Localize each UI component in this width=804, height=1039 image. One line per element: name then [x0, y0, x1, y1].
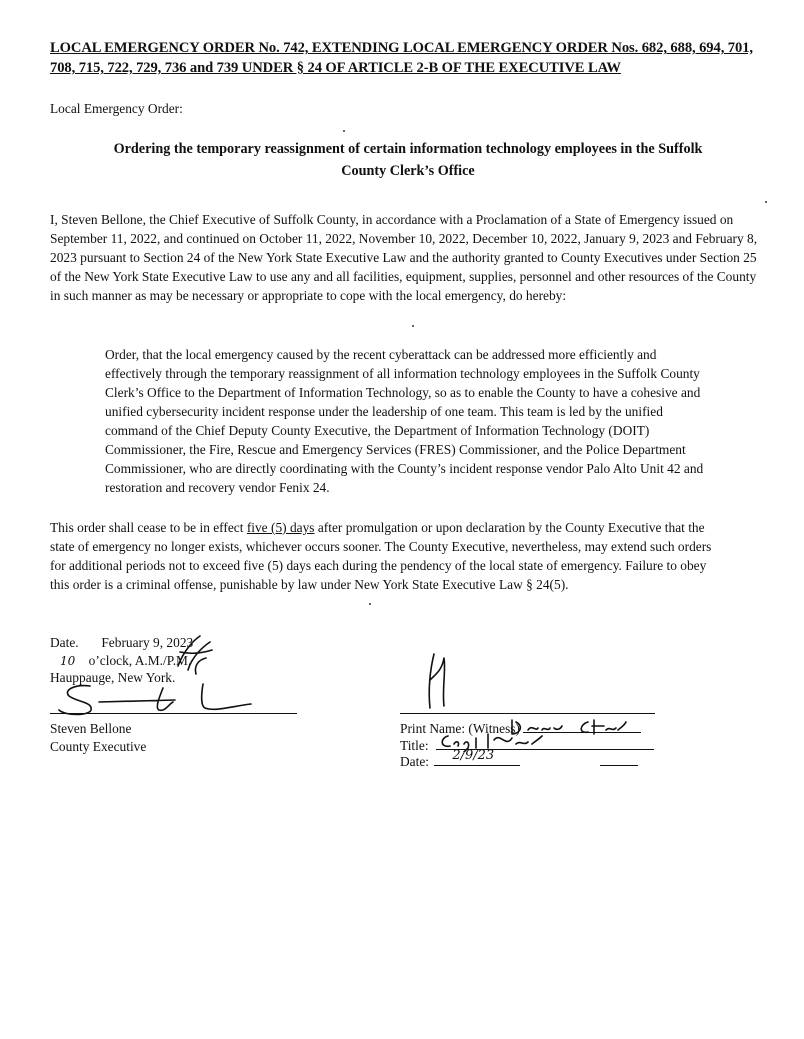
signer-name: Steven Bellone [50, 721, 132, 736]
expiration-text-b: after promulgation or upon declaration by the County Executive that the state of emergency no longer exists, whichever occurs sooner. The County Executive, nevertheless, may extend such orders for additional periods not to exceed five (5) days each during the pendency of the local state of emergency. Failure to obey this order is a criminal offense, punishable by law under New York State Executive Law § 24(5). [50, 520, 712, 592]
order-title: LOCAL EMERGENCY ORDER No. 742, EXTENDING LOCAL EMERGENCY ORDER Nos. 682, 688, 694, 701, 708, 715, 722, 729, 736 and 739 UNDER § 24 OF ARTICLE 2-B OF THE EXECUTIVE LAW [50, 40, 753, 76]
scan-speck [765, 201, 767, 203]
order-paragraph: Order, that the local emergency caused by the recent cyberattack can be addressed more efficiently and effectively through the temporary reassignment of all information technology employees in the Suffolk County Clerk’s Office to the Department of Information Technology, so as to enable the County to have a cohesive and unified cybersecurity incident response under the leadership of one team. This team is led by the unified command of the Chief Deputy County Executive, the Department of Information Technology (DOIT) Commissioner, the Fire, Rescue and Emergency Services (FRES) Commissioner, and the Police Department Commissioner, who are directly coordinating with the County’s incident response vendor Palo Alto Unit 42 and restoration and recovery vendor Fenix 24. [105, 347, 704, 495]
scan-speck [369, 603, 371, 605]
witness-date-field [434, 748, 520, 766]
executive-signature-line [50, 713, 297, 714]
witness-date-row [400, 748, 520, 771]
witness-date-label: Date: [400, 754, 429, 769]
date-value: February 9, 2023 [101, 635, 194, 650]
witness-extra-line [600, 765, 638, 766]
subject-line-1: Ordering the temporary reassignment of certain information technology employees in the Suffolk [113, 141, 703, 157]
signer-title: County Executive [50, 739, 147, 754]
date-label: Date. [50, 635, 79, 650]
expiration-duration: five (5) days [246, 520, 315, 535]
witness-signature-line [400, 713, 655, 714]
print-name-label: Print Name: (Witness) [400, 721, 520, 736]
expiration-text-a: This order shall cease to be in effect [50, 520, 247, 535]
witness-signature [420, 650, 460, 712]
subject-line-2: County Clerk’s Office [341, 163, 475, 179]
preamble-paragraph: I, Steven Bellone, the Chief Executive of Suffolk County, in accordance with a Proclamation of a State of Emergency issued on September 11, 2022, and continued on October 11, 2022, November 10, 2022, December 10, 2022, January 9, 2023 and February 8, 2023 pursuant to Section 24 of the New York State Executive Law and the authority granted to County Executives under Section 25 of the New York State Executive Law to use any and all facilities, equipment, supplies, personnel and other resources of the County in such manner as may be necessary or appropriate to cope with the local emergency, do hereby: [50, 212, 758, 303]
scan-speck [412, 325, 414, 327]
initials-scribble [170, 630, 220, 680]
order-subject [70, 138, 746, 182]
order-label: Local Emergency Order: [50, 101, 183, 116]
executive-signature [55, 680, 255, 720]
time-handwritten: 10 [60, 654, 76, 668]
expiration-paragraph [50, 518, 720, 594]
time-text: o’clock, A.M./P.M. [88, 653, 192, 668]
place-line: Hauppauge, New York. [50, 670, 176, 685]
scan-speck [343, 130, 345, 132]
witness-date-handwritten: 2/9/23 [452, 748, 495, 763]
title-label: Title: [400, 738, 429, 753]
